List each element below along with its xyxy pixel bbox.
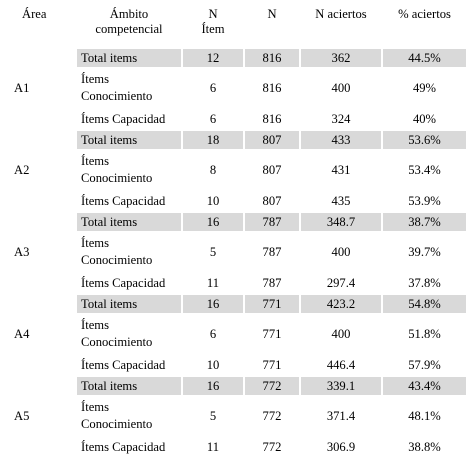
area-cell-empty	[7, 213, 75, 231]
n-item-cell: 6	[209, 326, 217, 341]
n-item-cell: 5	[209, 408, 217, 423]
n-item-cell: 8	[209, 162, 217, 177]
pct-aciertos-cell: 40%	[412, 111, 437, 126]
header-n: N	[267, 7, 277, 21]
pct-aciertos-cell: 53.9%	[408, 193, 441, 208]
conocimiento-row	[7, 315, 466, 353]
ambito-line1: Ítems	[81, 400, 109, 414]
pct-aciertos-cell: 38.7%	[383, 213, 466, 231]
pct-aciertos-cell: 39.7%	[408, 244, 441, 259]
area-label: A5	[14, 408, 30, 423]
pct-aciertos-cell: 48.1%	[408, 408, 441, 423]
results-table	[5, 5, 468, 459]
n-cell: 772	[262, 408, 282, 423]
header-n-item-line2: Ítem	[201, 22, 225, 36]
total-row	[7, 295, 466, 313]
n-item-cell: 10	[206, 357, 220, 372]
area-label: A2	[14, 162, 30, 177]
ambito-line1: Ítems	[81, 154, 109, 168]
n-item-cell: 16	[183, 295, 243, 313]
n-aciertos-cell: 362	[301, 49, 381, 67]
n-cell: 772	[262, 439, 282, 454]
n-cell: 772	[245, 377, 299, 395]
header-n-item-line1: N	[208, 7, 218, 21]
n-cell: 787	[262, 244, 282, 259]
n-cell: 787	[245, 213, 299, 231]
n-cell: 771	[245, 295, 299, 313]
ambito-cell	[77, 315, 181, 353]
ambito-cell: Ítems Capacidad	[81, 357, 166, 372]
ambito-line2: Conocimiento	[81, 417, 153, 431]
header-n-item	[183, 7, 243, 47]
pct-aciertos-cell: 51.8%	[408, 326, 441, 341]
n-aciertos-cell: 297.4	[326, 275, 356, 290]
n-item-cell: 10	[206, 193, 220, 208]
conocimiento-row	[7, 69, 466, 107]
n-item-cell: 11	[206, 275, 220, 290]
n-item-cell: 11	[206, 439, 220, 454]
ambito-line2: Conocimiento	[81, 335, 153, 349]
area-cell-empty	[7, 191, 75, 211]
ambito-cell	[77, 397, 181, 435]
table-body	[7, 49, 466, 457]
ambito-cell: Total items	[77, 131, 181, 149]
capacidad-row	[7, 109, 466, 129]
pct-aciertos-cell: 38.8%	[408, 439, 441, 454]
area-cell-empty	[7, 49, 75, 67]
n-cell: 771	[262, 326, 282, 341]
capacidad-row	[7, 191, 466, 211]
pct-aciertos-cell: 43.4%	[383, 377, 466, 395]
area-cell-empty	[7, 355, 75, 375]
area-cell-empty	[7, 273, 75, 293]
header-n-aciertos: N aciertos	[315, 7, 367, 21]
total-row	[7, 49, 466, 67]
ambito-cell: Total items	[77, 377, 181, 395]
capacidad-row	[7, 273, 466, 293]
ambito-line1: Ítems	[81, 72, 109, 86]
pct-aciertos-cell: 57.9%	[408, 357, 441, 372]
ambito-cell: Ítems Capacidad	[81, 439, 166, 454]
n-cell: 816	[262, 111, 282, 126]
ambito-line1: Ítems	[81, 318, 109, 332]
area-label: A1	[14, 80, 30, 95]
header-area: Área	[22, 7, 47, 21]
total-row	[7, 213, 466, 231]
pct-aciertos-cell: 49%	[412, 80, 437, 95]
n-aciertos-cell: 446.4	[326, 357, 356, 372]
n-aciertos-cell: 371.4	[326, 408, 356, 423]
total-row	[7, 131, 466, 149]
n-cell: 807	[245, 131, 299, 149]
ambito-cell	[77, 151, 181, 189]
n-item-cell: 6	[209, 111, 217, 126]
conocimiento-row	[7, 151, 466, 189]
n-aciertos-cell: 400	[331, 244, 351, 259]
ambito-line1: Ítems	[81, 236, 109, 250]
pct-aciertos-cell: 53.4%	[408, 162, 441, 177]
ambito-cell: Ítems Capacidad	[81, 193, 166, 208]
n-aciertos-cell: 324	[331, 111, 351, 126]
ambito-cell: Total items	[77, 49, 181, 67]
ambito-cell: Ítems Capacidad	[81, 275, 166, 290]
n-aciertos-cell: 400	[331, 326, 351, 341]
n-cell: 787	[262, 275, 282, 290]
n-cell: 816	[262, 80, 282, 95]
conocimiento-row	[7, 233, 466, 271]
ambito-cell	[77, 233, 181, 271]
header-pct-aciertos: % aciertos	[398, 7, 451, 21]
ambito-cell	[77, 69, 181, 107]
area-cell-empty	[7, 377, 75, 395]
area-label: A4	[14, 326, 30, 341]
n-item-cell: 16	[183, 377, 243, 395]
area-label: A3	[14, 244, 30, 259]
n-aciertos-cell: 433	[301, 131, 381, 149]
ambito-line2: Conocimiento	[81, 89, 153, 103]
header-ambito-line1: Ámbito	[109, 7, 149, 21]
area-cell-empty	[7, 295, 75, 313]
ambito-cell: Total items	[77, 295, 181, 313]
n-item-cell: 6	[209, 80, 217, 95]
pct-aciertos-cell: 44.5%	[383, 49, 466, 67]
pct-aciertos-cell: 37.8%	[408, 275, 441, 290]
ambito-line2: Conocimiento	[81, 253, 153, 267]
n-item-cell: 18	[183, 131, 243, 149]
n-aciertos-cell: 431	[331, 162, 351, 177]
header-ambito	[77, 7, 181, 47]
header-row	[7, 7, 466, 47]
n-cell: 816	[245, 49, 299, 67]
total-row	[7, 377, 466, 395]
n-aciertos-cell: 400	[331, 80, 351, 95]
pct-aciertos-cell: 53.6%	[383, 131, 466, 149]
ambito-cell: Total items	[77, 213, 181, 231]
area-cell-empty	[7, 131, 75, 149]
n-cell: 807	[262, 193, 282, 208]
n-aciertos-cell: 423.2	[301, 295, 381, 313]
n-aciertos-cell: 348.7	[301, 213, 381, 231]
ambito-cell: Ítems Capacidad	[81, 111, 166, 126]
n-item-cell: 12	[183, 49, 243, 67]
area-cell-empty	[7, 109, 75, 129]
capacidad-row	[7, 355, 466, 375]
n-aciertos-cell: 435	[331, 193, 351, 208]
conocimiento-row	[7, 397, 466, 435]
n-aciertos-cell: 339.1	[301, 377, 381, 395]
header-ambito-line2: competencial	[95, 22, 163, 36]
n-cell: 771	[262, 357, 282, 372]
n-aciertos-cell: 306.9	[326, 439, 356, 454]
n-item-cell: 5	[209, 244, 217, 259]
ambito-line2: Conocimiento	[81, 171, 153, 185]
n-cell: 807	[262, 162, 282, 177]
area-cell-empty	[7, 437, 75, 457]
pct-aciertos-cell: 54.8%	[383, 295, 466, 313]
capacidad-row	[7, 437, 466, 457]
n-item-cell: 16	[183, 213, 243, 231]
